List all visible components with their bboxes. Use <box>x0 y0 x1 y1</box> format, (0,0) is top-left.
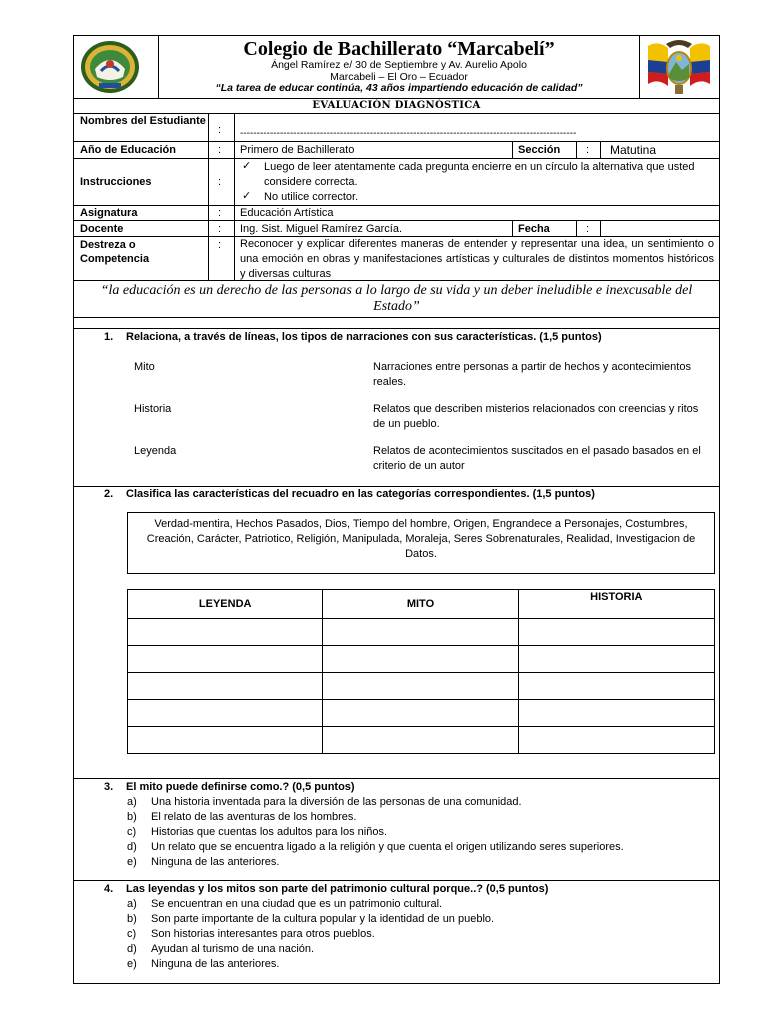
colon: : <box>586 223 590 235</box>
characteristics-box: Verdad-mentira, Hechos Pasados, Dios, Tiempo del hombre, Origen, Engrandece a Personajes, Costumbres, Creación, Carácter, Patriotico, Religión, Manipulada, Moraleja, Seres Sobrenaturales, Realidad, Investigacion de Datos. <box>127 512 715 574</box>
colon: : <box>218 207 222 219</box>
question-4-title: Las leyendas y los mitos son parte del patrimonio cultural porque..? (0,5 puntos) <box>126 883 549 895</box>
education-quote: “la educación es un derecho de las personas a lo largo de su vida y un deber ineludible e inexcusable del Estado” <box>100 283 693 314</box>
teacher-label: Docente <box>80 223 124 235</box>
school-header <box>74 36 719 99</box>
table-cell[interactable] <box>128 619 323 646</box>
ecuador-coat-of-arms-icon <box>644 38 714 96</box>
address-line: Ángel Ramírez e/ 30 de Septiembre y Av. Aurelio Apolo <box>271 59 527 71</box>
table-cell[interactable] <box>128 673 323 700</box>
instruction-item: No utilice corrector. <box>264 191 359 203</box>
answer-option[interactable]: c) Historias que cuentas los adultos para los niños. <box>127 826 388 838</box>
subject-value: Educación Artística <box>240 207 334 219</box>
table-cell[interactable] <box>323 646 518 673</box>
q1-term: Leyenda <box>134 445 177 457</box>
colon: : <box>218 124 222 136</box>
check-icon: ✓ <box>242 160 252 172</box>
table-cell[interactable] <box>128 727 323 754</box>
colon: : <box>218 239 222 251</box>
answer-option[interactable]: d) Ayudan al turismo de una nación. <box>127 943 315 955</box>
table-cell[interactable] <box>128 700 323 727</box>
question-number: 3. <box>104 781 114 793</box>
classification-table <box>127 589 715 754</box>
instruction-item: Luego de leer atentamente cada pregunta encierre en un círculo la alternativa que usted considere correcta. <box>264 161 695 188</box>
date-label: Fecha <box>518 223 550 235</box>
colon: : <box>218 223 222 235</box>
table-cell[interactable] <box>323 700 518 727</box>
school-name: Colegio de Bachillerato “Marcabelí” <box>243 38 555 60</box>
answer-option[interactable]: e) Ninguna de las anteriores. <box>127 856 280 868</box>
table-cell[interactable] <box>518 673 714 700</box>
table-cell[interactable] <box>323 727 518 754</box>
exam-page <box>73 35 720 984</box>
answer-option[interactable]: e) Ninguna de las anteriores. <box>127 958 280 970</box>
question-2-title: Clasifica las características del recuadro en las categorías correspondientes. (1,5 puntos) <box>126 488 595 500</box>
question-number: 2. <box>104 488 114 500</box>
table-cell[interactable] <box>518 646 714 673</box>
header-divider <box>639 36 640 98</box>
skill-value: Reconocer y explicar diferentes maneras de entender y representar una idea, un sentimiento o una emoción en obras y manifestaciones artísticas y culturales de distintos momentos históricos y diversas culturas <box>240 238 714 280</box>
teacher-value: Ing. Sist. Miguel Ramírez García. <box>240 223 402 235</box>
question-1-title: Relaciona, a través de líneas, los tipos de narraciones con sus características. (1,5 puntos) <box>126 331 602 343</box>
q1-description: Relatos que describen misterios relacionados con creencias y ritos de un pueblo. <box>373 403 699 430</box>
question-number: 1. <box>104 331 114 343</box>
table-cell[interactable] <box>518 727 714 754</box>
section-value: Matutina <box>610 143 657 157</box>
address-city: Marcabeli – El Oro – Ecuador <box>330 71 468 83</box>
skill-label: Destreza o Competencia <box>80 239 150 265</box>
answer-option[interactable]: d) Un relato que se encuentra ligado a la religión y que cuenta el origen utilizando seres superiores. <box>127 841 624 853</box>
answer-option[interactable]: a) Se encuentran en una ciudad que es un patrimonio cultural. <box>127 898 443 910</box>
answer-option[interactable]: a) Una historia inventada para la diversión de las personas de una comunidad. <box>127 796 522 808</box>
colon: : <box>586 144 590 156</box>
school-motto: “La tarea de educar continúa, 43 años impartiendo educación de calidad” <box>215 82 583 94</box>
question-number: 4. <box>104 883 114 895</box>
table-cell[interactable] <box>518 700 714 727</box>
colon: : <box>218 176 222 188</box>
column-header-mito: MITO <box>323 590 518 619</box>
section-label: Sección <box>518 144 561 156</box>
student-name-label: Nombres del Estudiante <box>80 115 206 127</box>
answer-option[interactable]: b) El relato de las aventuras de los hombres. <box>127 811 357 823</box>
table-cell[interactable] <box>128 646 323 673</box>
table-cell[interactable] <box>518 619 714 646</box>
check-icon: ✓ <box>242 190 252 202</box>
table-cell[interactable] <box>323 673 518 700</box>
answer-option[interactable]: b) Son parte importante de la cultura popular y la identidad de un pueblo. <box>127 913 495 925</box>
school-crest-icon <box>79 39 141 95</box>
year-value: Primero de Bachillerato <box>240 144 355 156</box>
instructions-label: Instrucciones <box>80 176 152 188</box>
question-3-title: El mito puede definirse como.? (0,5 puntos) <box>126 781 355 793</box>
column-header-historia: HISTORIA <box>518 590 714 619</box>
table-cell[interactable] <box>323 619 518 646</box>
colon: : <box>218 144 222 156</box>
year-label: Año de Educación <box>80 144 176 156</box>
student-name-field[interactable]: ----------------------------------------------------------------------------------------------------- <box>240 128 577 139</box>
q1-description: Relatos de acontecimientos suscitados en el pasado basados en el criterio de un autor <box>373 445 701 472</box>
date-field[interactable] <box>604 222 714 236</box>
q1-term: Mito <box>134 361 155 373</box>
subject-label: Asignatura <box>80 207 138 219</box>
q1-term: Historia <box>134 403 172 415</box>
exam-title: EVALUACIÓN DIAGNÓSTICA <box>74 98 719 114</box>
answer-option[interactable]: c) Son historias interesantes para otros pueblos. <box>127 928 375 940</box>
q1-description: Narraciones entre personas a partir de hechos y acontecimientos reales. <box>373 361 691 388</box>
column-header-leyenda: LEYENDA <box>128 590 323 619</box>
